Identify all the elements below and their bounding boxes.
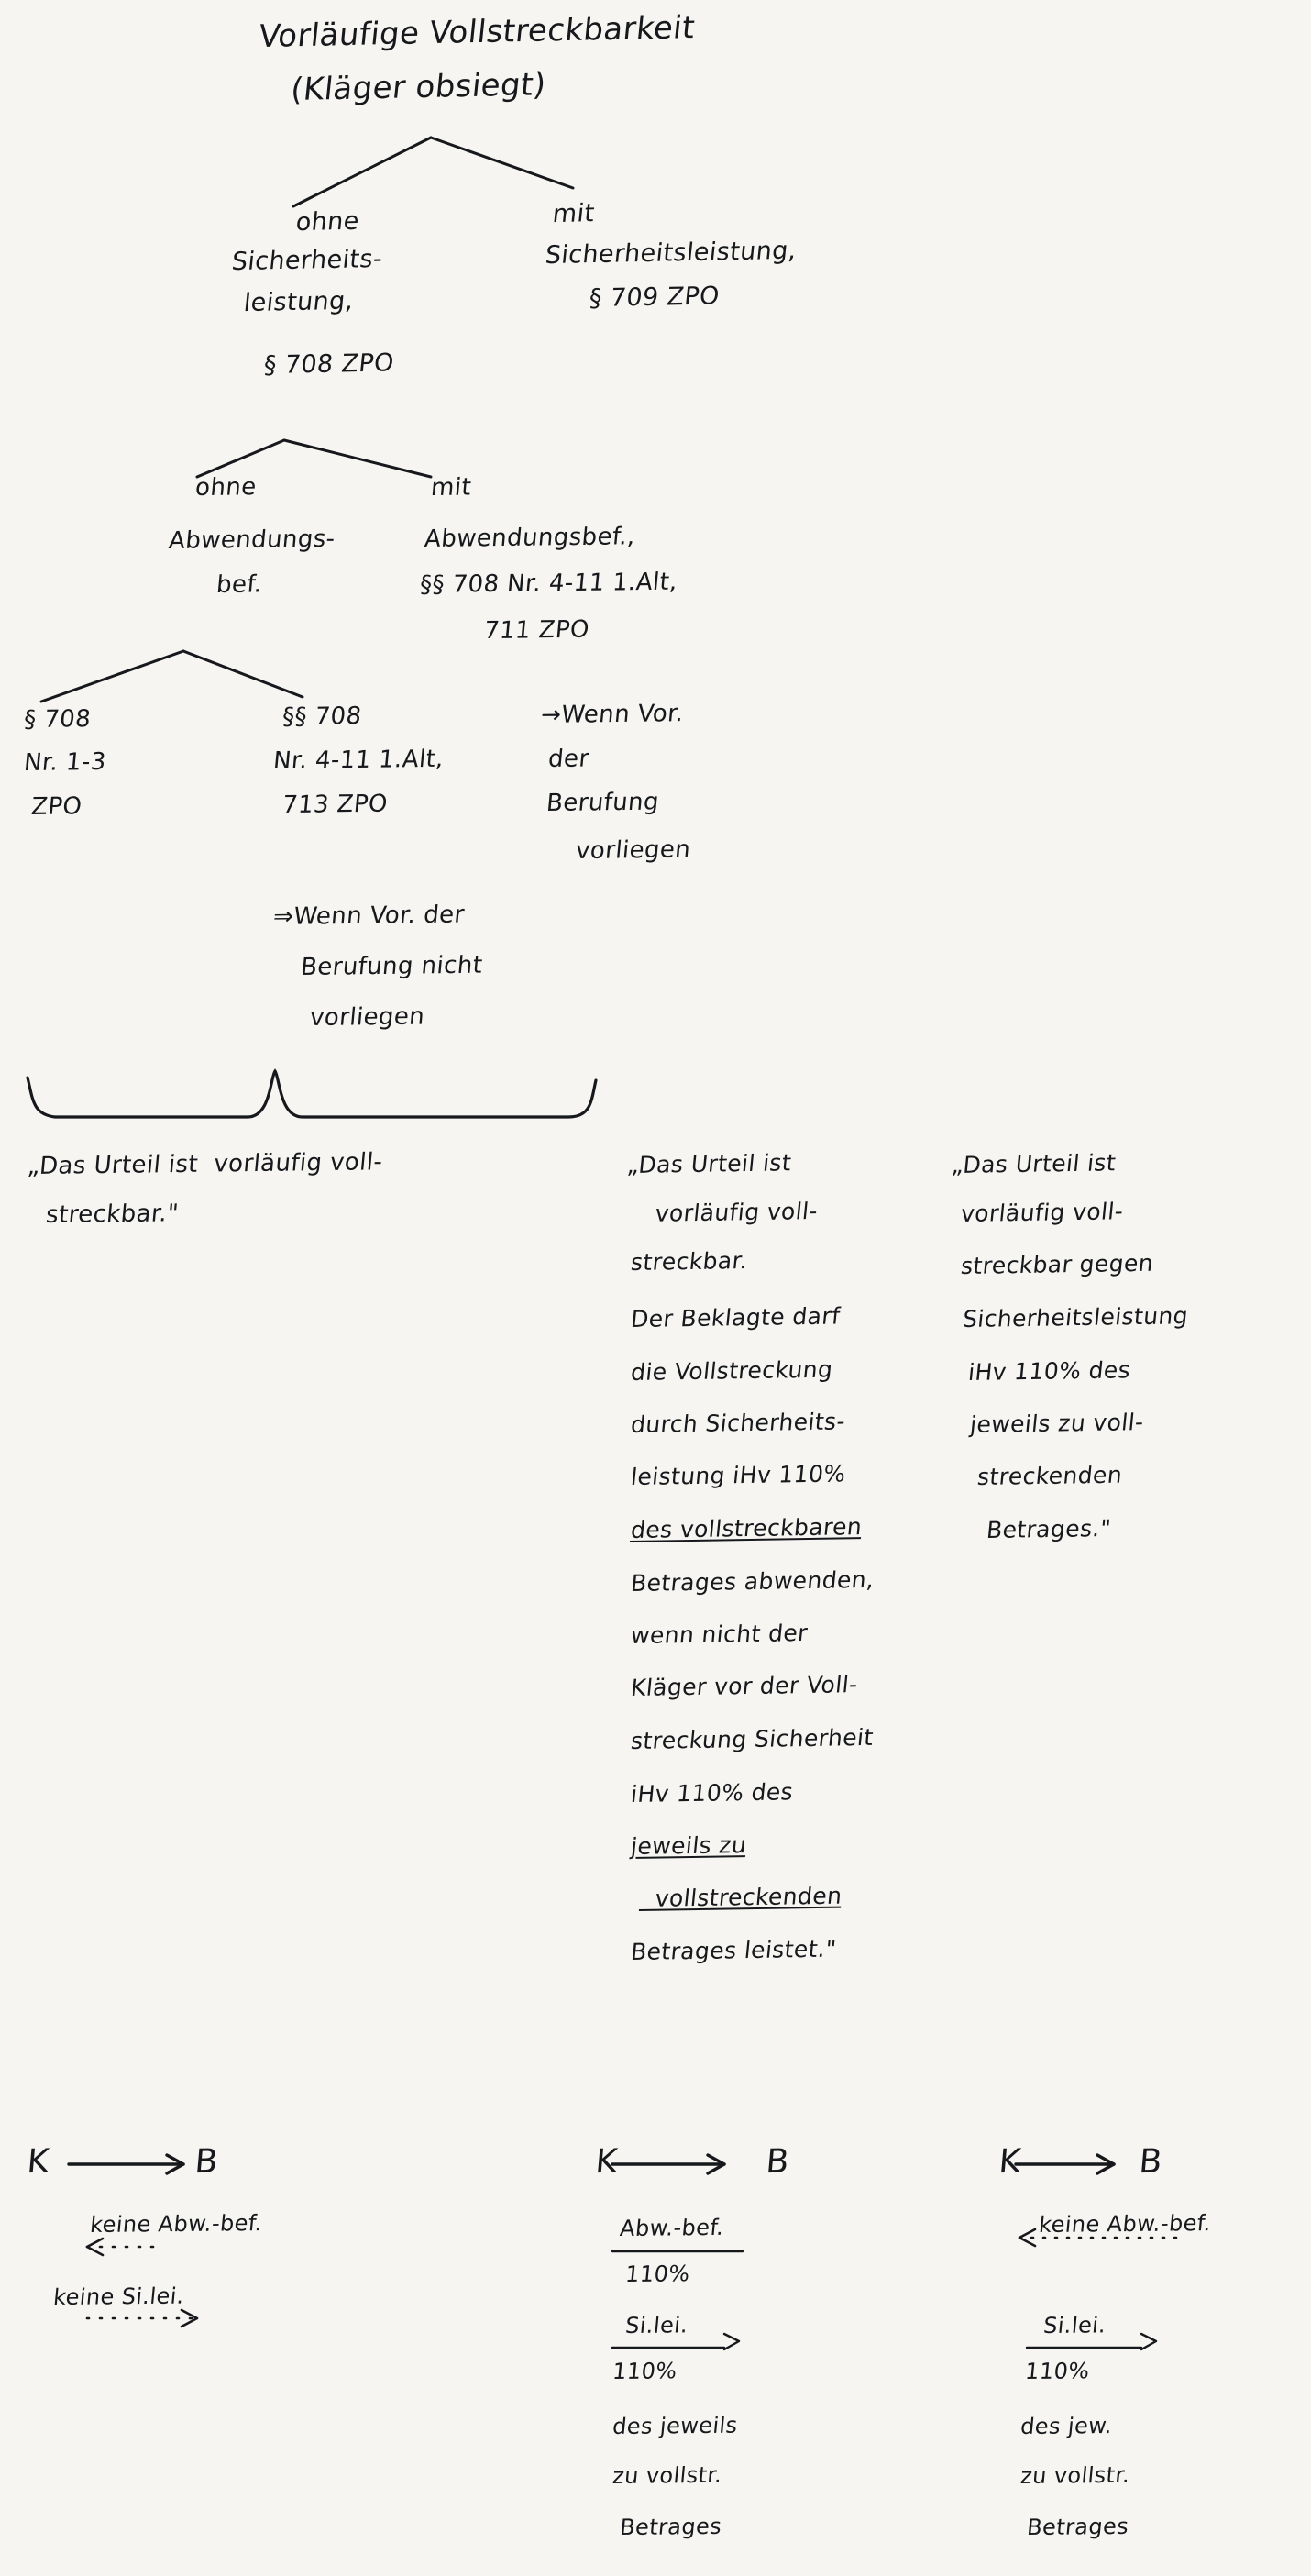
- diagram-1-annotation-2: keine Si.lei.: [51, 2283, 186, 2311]
- diagram-1-annotation-1: keine Abw.-bef.: [88, 2210, 264, 2239]
- tenor-middle-line7: leistung iHv 110%: [629, 1460, 847, 1491]
- tenor-middle-line14: jeweils zu: [629, 1831, 748, 1861]
- diagram-3-from: K: [997, 2142, 1023, 2182]
- tenor-middle-line15: vollstreckenden: [638, 1882, 843, 1913]
- tenor-right-line8: Betrages.": [985, 1514, 1113, 1544]
- tenor-middle-line5: die Vollstreckung: [629, 1355, 834, 1387]
- tenor-middle-line9: Betrages abwenden,: [629, 1565, 876, 1598]
- tree-title-line2: (Kläger obsiegt): [289, 66, 548, 109]
- tenor-right-line6: jeweils zu voll-: [968, 1409, 1145, 1439]
- node-mit-abw-line4: 711 ZPO: [482, 615, 591, 646]
- tenor-middle-line8: des vollstreckbaren: [629, 1513, 864, 1544]
- node-708-4-11-line3: 713 ZPO: [281, 790, 390, 820]
- note-mit-abw-line4: vorliegen: [574, 835, 692, 866]
- node-mit-abw-line1: mit: [429, 473, 473, 503]
- node-mit-abw-line2: Abwendungsbef.,: [423, 523, 637, 554]
- diagram-2-annotation-2-sub: 110%: [611, 2358, 678, 2385]
- tenor-left-line1: „Das Urteil ist vorläufig voll-: [26, 1148, 384, 1181]
- tenor-middle-line4: Der Beklagte darf: [629, 1302, 842, 1333]
- diagram-2-annotation-4: zu vollstr.: [611, 2461, 723, 2490]
- node-mit-sl-line3: § 709 ZPO: [588, 282, 722, 314]
- node-708-4-11-line1: §§ 708: [281, 702, 363, 732]
- tenor-right-line1: „Das Urteil ist: [950, 1149, 1118, 1179]
- diagram-3-annotation-3: des jew.: [1019, 2412, 1114, 2440]
- node-ohne-sl-line2: Sicherheits-: [230, 244, 384, 277]
- note-ohne-abw-line3: vorliegen: [308, 1002, 426, 1033]
- tenor-right-line2: vorläufig voll-: [959, 1198, 1125, 1228]
- node-708-1-3-line2: Nr. 1-3: [22, 747, 108, 778]
- diagram-2-annotation-1: Abw.-bef.: [618, 2214, 725, 2242]
- tenor-right-line3: streckbar gegen: [959, 1249, 1155, 1280]
- node-mit-sl-line1: mit: [551, 199, 597, 229]
- diagram-2-annotation-5: Betrages: [618, 2513, 723, 2541]
- node-ohne-abw-line1: ohne: [193, 473, 258, 503]
- note-mit-abw-line2: der: [546, 745, 590, 774]
- node-708-4-11-line2: Nr. 4-11 1.Alt,: [271, 745, 446, 776]
- diagram-2-from: K: [593, 2142, 620, 2182]
- tenor-middle-line2: vorläufig voll-: [638, 1197, 820, 1228]
- diagram-3-annotation-5: Betrages: [1025, 2513, 1130, 2541]
- tenor-right-line5: iHv 110% des: [966, 1356, 1132, 1387]
- note-mit-abw-line1: →Wenn Vor.: [539, 700, 685, 730]
- tenor-middle-line3: streckbar.: [629, 1247, 749, 1277]
- diagram-2-to: B: [764, 2142, 791, 2182]
- diagram-3-annotation-2: Si.lei.: [1041, 2312, 1107, 2339]
- note-mit-abw-line3: Berufung: [545, 788, 661, 818]
- tenor-middle-line16: Betrages leistet.": [629, 1935, 838, 1966]
- diagram-3-annotation-1: keine Abw.-bef.: [1037, 2210, 1213, 2239]
- diagram-2-annotation-1-sub: 110%: [623, 2261, 691, 2288]
- node-708-1-3-line3: ZPO: [29, 792, 83, 822]
- note-ohne-abw-line1: ⇒Wenn Vor. der: [271, 901, 467, 932]
- tenor-right-line7: streckenden: [975, 1461, 1124, 1491]
- diagram-3-annotation-4: zu vollstr.: [1019, 2461, 1131, 2490]
- node-ohne-sl-line3: leistung,: [242, 286, 356, 318]
- diagram-3-to: B: [1137, 2142, 1164, 2182]
- node-ohne-sl-line4: § 708 ZPO: [262, 348, 396, 381]
- node-ohne-abw-line3: bef.: [215, 570, 264, 600]
- node-ohne-sl-line1: ohne: [294, 206, 361, 238]
- diagram-2-annotation-3: des jeweils: [611, 2412, 739, 2440]
- tenor-middle-line13: iHv 110% des: [629, 1778, 795, 1808]
- diagram-1-to: B: [193, 2142, 220, 2182]
- tenor-middle-line1: „Das Urteil ist: [625, 1149, 793, 1179]
- node-708-1-3-line1: § 708: [22, 705, 93, 735]
- tenor-middle-line12: streckung Sicherheit: [629, 1723, 876, 1755]
- tenor-left-line2: streckbar.": [44, 1200, 181, 1230]
- node-mit-sl-line2: Sicherheitsleistung,: [544, 236, 799, 271]
- diagram-2-annotation-2: Si.lei.: [623, 2312, 689, 2339]
- node-mit-abw-line3: §§ 708 Nr. 4-11 1.Alt,: [418, 568, 679, 600]
- node-ohne-abw-line2: Abwendungs-: [167, 525, 336, 556]
- tree-title-line1: Vorläufige Vollstreckbarkeit: [257, 9, 697, 56]
- diagram-3-annotation-2-sub: 110%: [1023, 2358, 1091, 2385]
- tenor-middle-line11: Kläger vor der Voll-: [629, 1671, 859, 1702]
- diagram-1-from: K: [25, 2142, 51, 2182]
- note-ohne-abw-line2: Berufung nicht: [299, 951, 484, 982]
- tenor-middle-line6: durch Sicherheits-: [629, 1408, 847, 1439]
- tenor-middle-line10: wenn nicht der: [629, 1619, 810, 1650]
- tenor-right-line4: Sicherheitsleistung: [961, 1302, 1190, 1333]
